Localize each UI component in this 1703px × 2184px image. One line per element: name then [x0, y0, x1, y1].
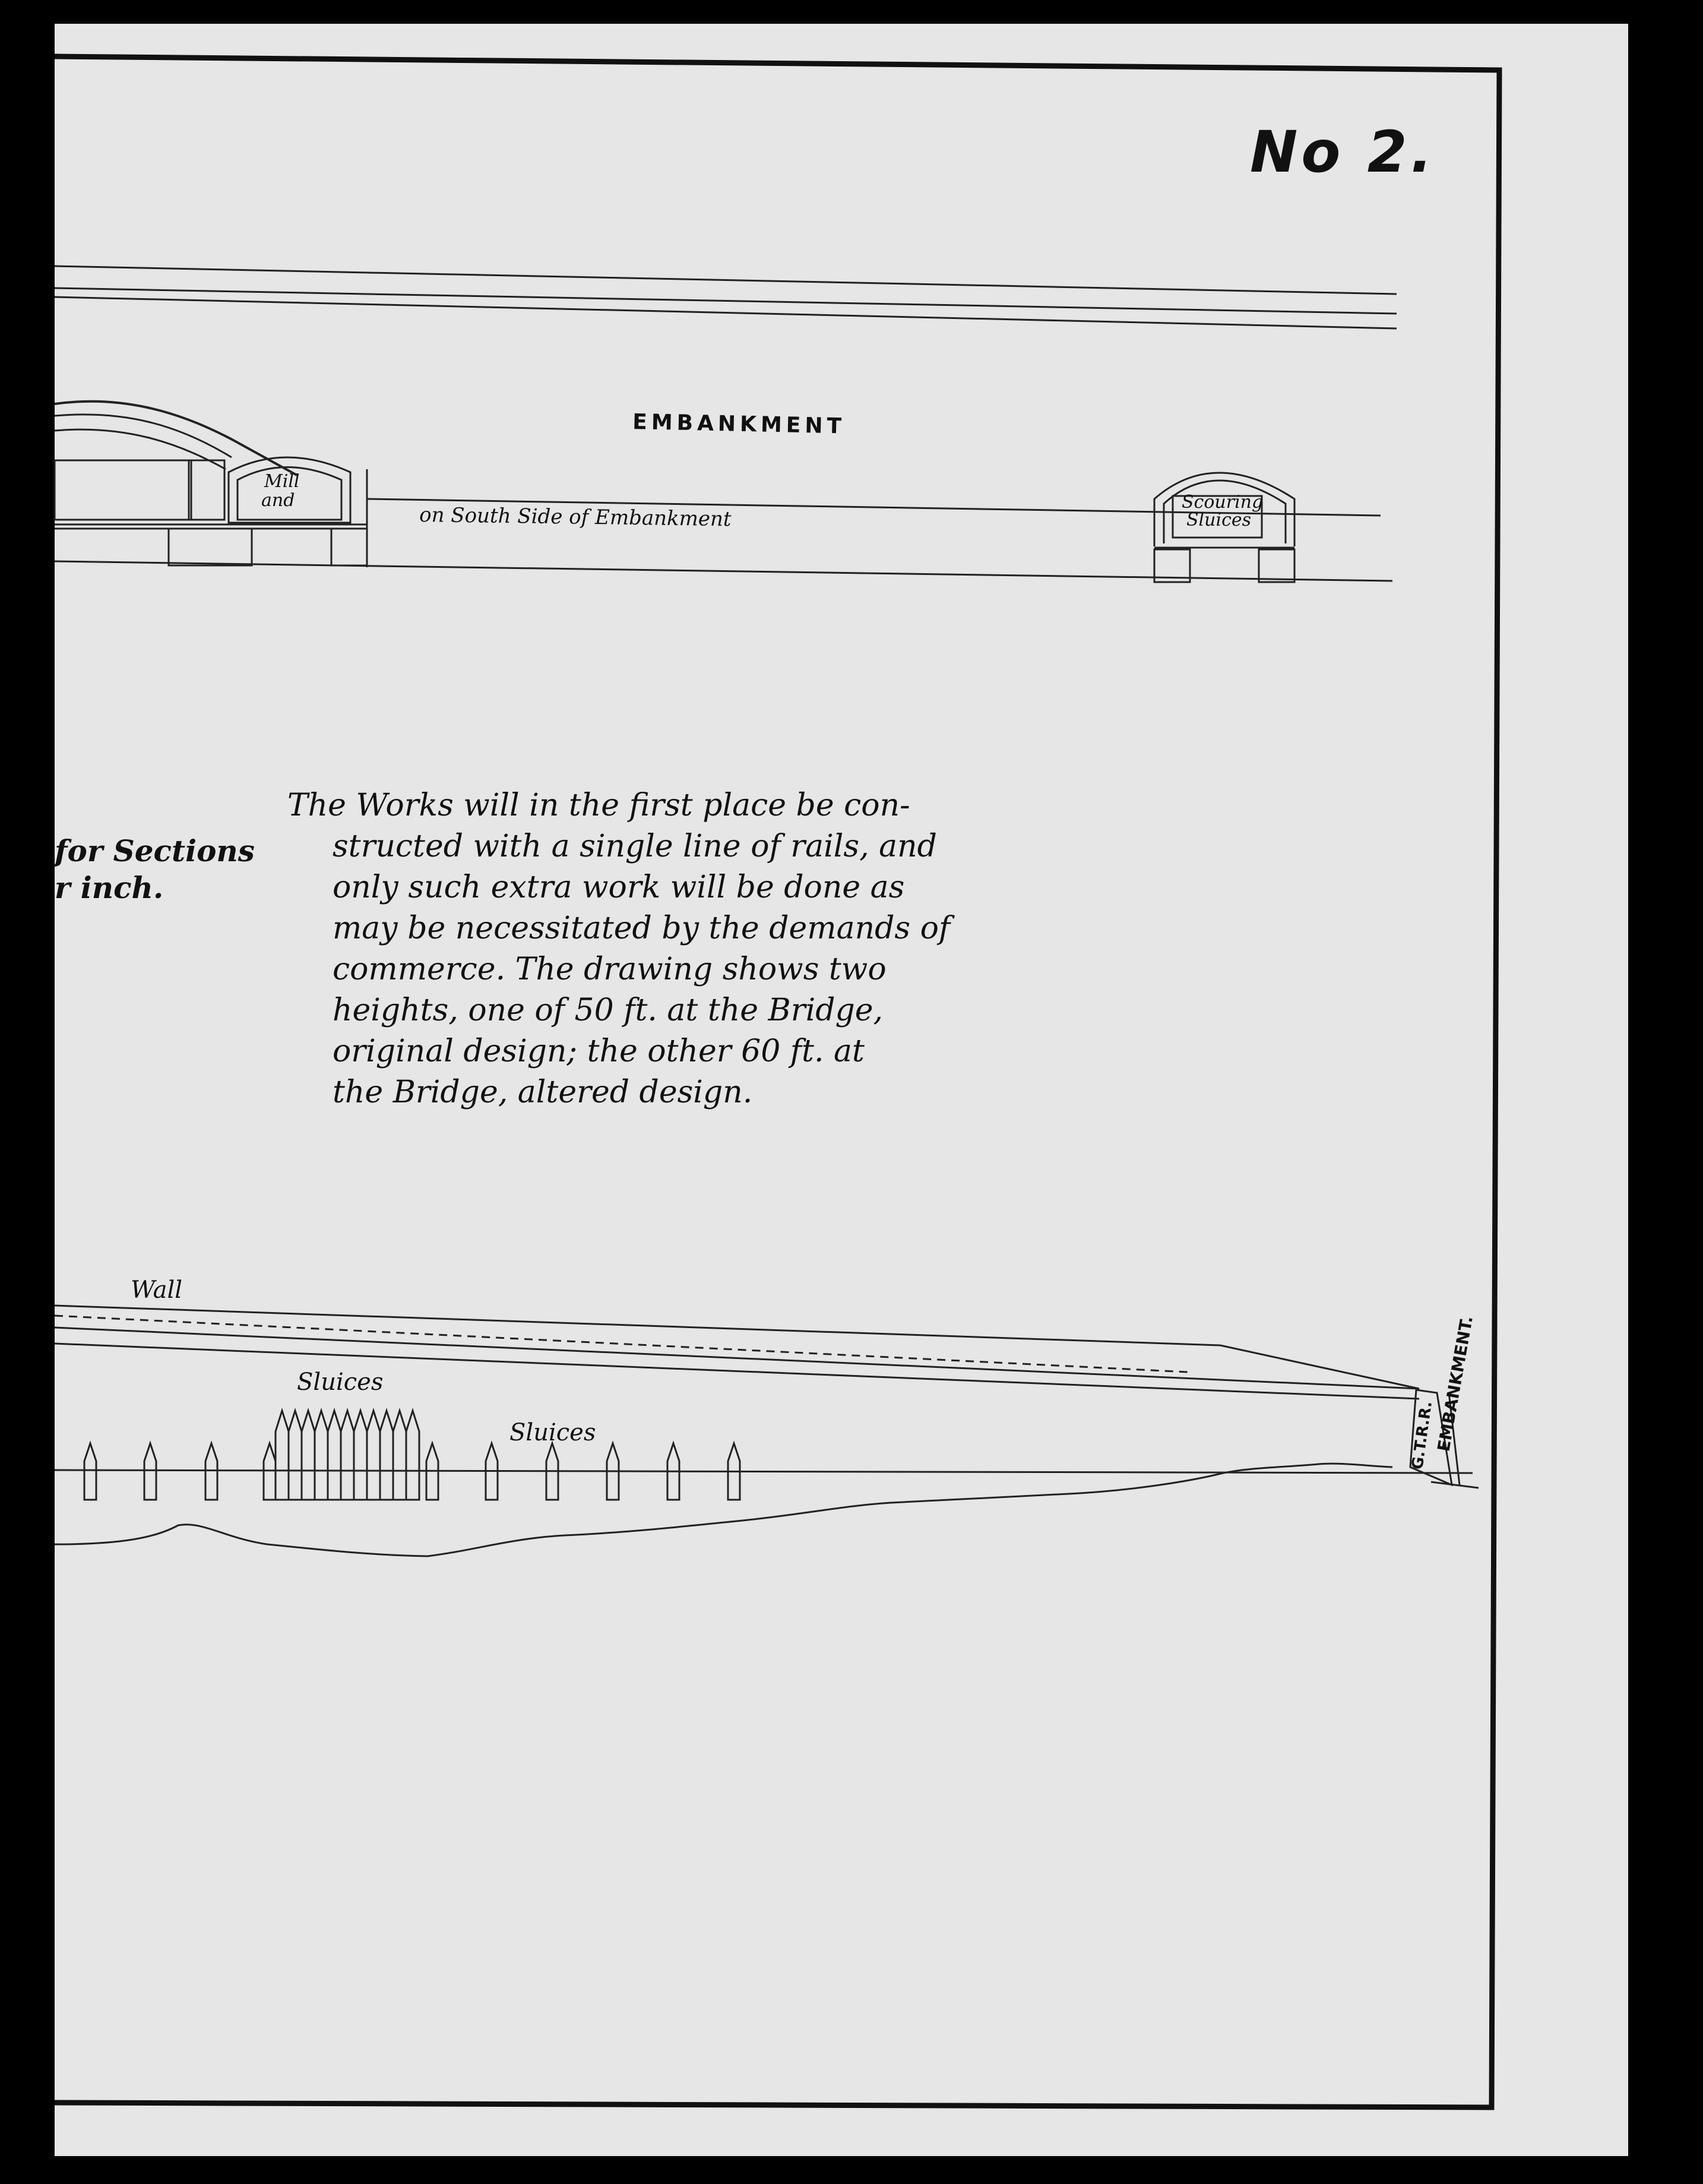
mill-label-line1: Mill	[264, 471, 300, 492]
scale-note-line1: for Sections	[55, 833, 255, 868]
plate-number: No 2.	[1250, 119, 1436, 185]
description-line: heights, one of 50 ft. at the Bridge,	[333, 993, 884, 1028]
description-line: structed with a single line of rails, and	[333, 829, 937, 864]
scale-note-line2: r inch.	[55, 870, 164, 905]
sluices-label-2: Sluices	[509, 1419, 596, 1446]
wall-label: Wall	[131, 1276, 183, 1304]
description-line: commerce. The drawing shows two	[333, 952, 887, 987]
scale-note	[55, 833, 255, 906]
description-text	[287, 785, 986, 1113]
description-line: original design; the other 60 ft. at	[333, 1033, 865, 1069]
gtrr-label: G.T.R.R.	[1408, 1400, 1436, 1471]
description-line: only such extra work will be done as	[333, 870, 905, 905]
gtrr-embankment-label: EMBANKMENT.	[1433, 1314, 1477, 1453]
scouring-label-line2: Sluices	[1186, 510, 1252, 530]
scouring-label-line1: Scouring	[1182, 492, 1264, 513]
mill-label-line2: and	[261, 490, 295, 511]
description-line: The Works will in the first place be con-	[287, 788, 910, 823]
sluices-label-1: Sluices	[297, 1368, 384, 1396]
description-line: may be necessitated by the demands of	[333, 911, 951, 946]
embankment-label: EMBANKMENT	[632, 410, 846, 439]
south-side-note: on South Side of Embankment	[419, 503, 732, 532]
description-line: the Bridge, altered design.	[333, 1074, 753, 1110]
